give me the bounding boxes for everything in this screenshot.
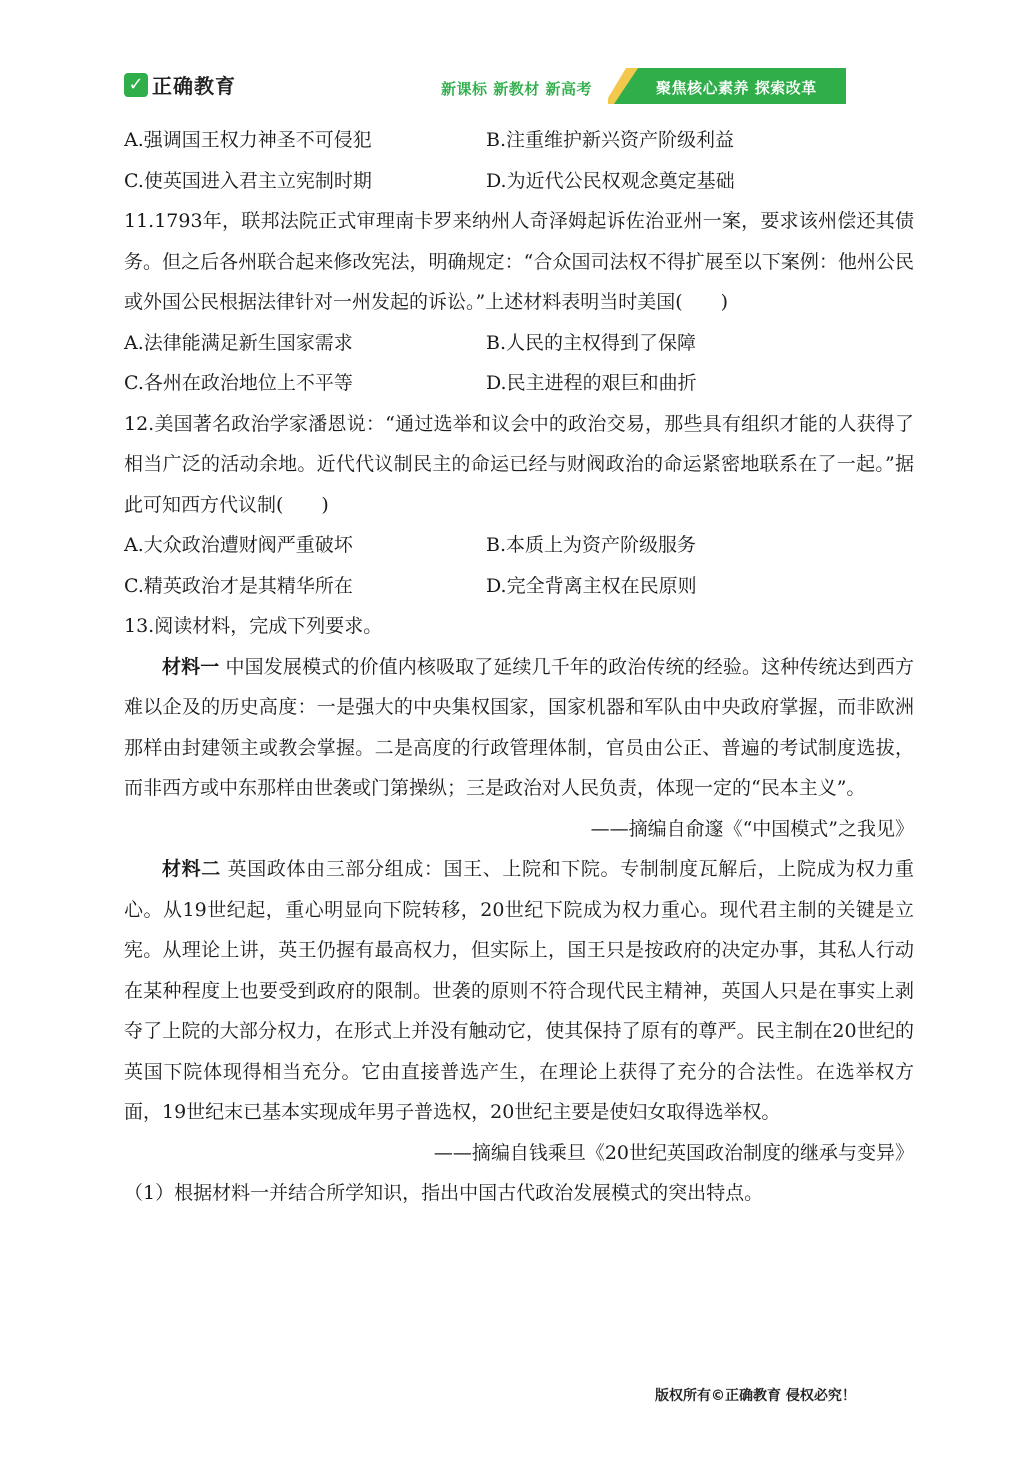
q13-stem: 13.阅读材料，完成下列要求。 — [124, 615, 383, 637]
q12-option-d: D.完全背离主权在民原则 — [486, 574, 697, 597]
material-one-label: 材料一 — [162, 655, 220, 678]
q11-option-a: A.法律能满足新生国家需求 — [124, 331, 353, 354]
q10-options-row1 — [124, 120, 914, 161]
q10-option-d: D.为近代公民权观念奠定基础 — [486, 169, 735, 192]
material-two-label: 材料二 — [162, 858, 221, 880]
material-two-source: ——摘编自钱乘旦《20世纪英国政治制度的继承与变异》 — [433, 1141, 914, 1164]
material-two-text: 英国政体由三部分组成：国王、上院和下院。专制制度瓦解后，上院成为权力重心。从19世纪起，重心明显向下院转移，20世纪下院成为权力重心。现代君主制的关键是立宪。从理论上讲，英王仍握有最高权力，但实际上，国王只是按政府的决定办事，其私人行动在某种程度上也要受到政府的限制。世袭的原则不符合现代民主精神，英国人只是在事实上剥夺了上院的大部分权力，在形式上并没有触动它，使其保持了原有的尊严。民主制在20世纪的英国下院体现得相当充分。它由直接普选产生，在理论上获得了充分的合法性。在选举权方面，19世纪末已基本实现成年男子普选权，20世纪主要是使妇女取得选举权。 — [124, 858, 914, 1123]
q10-options-row2 — [124, 161, 914, 202]
page-header — [0, 0, 1034, 110]
q13-material-one — [124, 647, 914, 809]
q11-option-c: C.各州在政治地位上不平等 — [124, 372, 353, 394]
q11-stem: 11.1793年，联邦法院正式审理南卡罗来纳州人奇泽姆起诉佐治亚州一案，要求该州偿还其债务。但之后各州联合起来修改宪法，明确规定：“合众国司法权不得扩展至以下案例：他州公民或外国公民根据法律针对一州发起的诉讼。”上述材料表明当时美国( ) — [124, 210, 914, 313]
q12-stem: 12.美国著名政治学家潘恩说：“通过选举和议会中的政治交易，那些具有组织才能的人获得了相当广泛的活动余地。近代代议制民主的命运已经与财阀政治的命运紧密地联系在了一起。”据此可知西方代议制( ) — [124, 412, 914, 516]
q10-option-c: C.使英国进入君主立宪制时期 — [124, 169, 372, 192]
document-body — [124, 120, 914, 1214]
header-banner-text: 聚焦核心素养 探索改革 — [656, 79, 817, 97]
q12-option-c: C.精英政治才是其精华所在 — [124, 574, 353, 597]
q12-options-row2 — [124, 566, 914, 607]
q11-options-row1 — [124, 323, 914, 364]
q12-options-row1 — [124, 525, 914, 566]
material-one-text: 中国发展模式的价值内核吸取了延续几千年的政治传统的经验。这种传统达到西方难以企及的历史高度：一是强大的中央集权国家，国家机器和军队由中央政府掌握，而非欧洲那样由封建领主或教会掌握。二是高度的行政管理体制，官员由公正、普遍的考试制度选拔，而非西方或中东那样由世袭或门第操纵；三是政治对人民负责，体现一定的“民本主义”。 — [124, 655, 914, 799]
q11-options-row2 — [124, 363, 914, 404]
material-one-source: ——摘编自俞邃《“中国模式”之我见》 — [590, 817, 914, 840]
q13-material-two — [124, 849, 914, 1133]
q10-option-a: A.强调国王权力神圣不可侵犯 — [124, 129, 372, 151]
header-tagline: 新课标 新教材 新高考 — [441, 80, 592, 98]
q13-subquestion-1: （1）根据材料一并结合所学知识，指出中国古代政治发展模式的突出特点。 — [124, 1182, 764, 1204]
q10-option-b: B.注重维护新兴资产阶级利益 — [486, 129, 735, 151]
q11-option-b: B.人民的主权得到了保障 — [486, 331, 697, 354]
logo — [124, 70, 236, 99]
q11-option-d: D.民主进程的艰巨和曲折 — [486, 372, 697, 394]
page-footer-copyright: 版权所有©正确教育 侵权必究！ — [655, 1388, 856, 1404]
logo-text: 正确教育 — [152, 74, 236, 98]
check-icon: ✓ — [124, 73, 148, 97]
q12-option-b: B.本质上为资产阶级服务 — [486, 534, 697, 556]
q12-option-a: A.大众政治遭财阀严重破坏 — [124, 534, 353, 556]
